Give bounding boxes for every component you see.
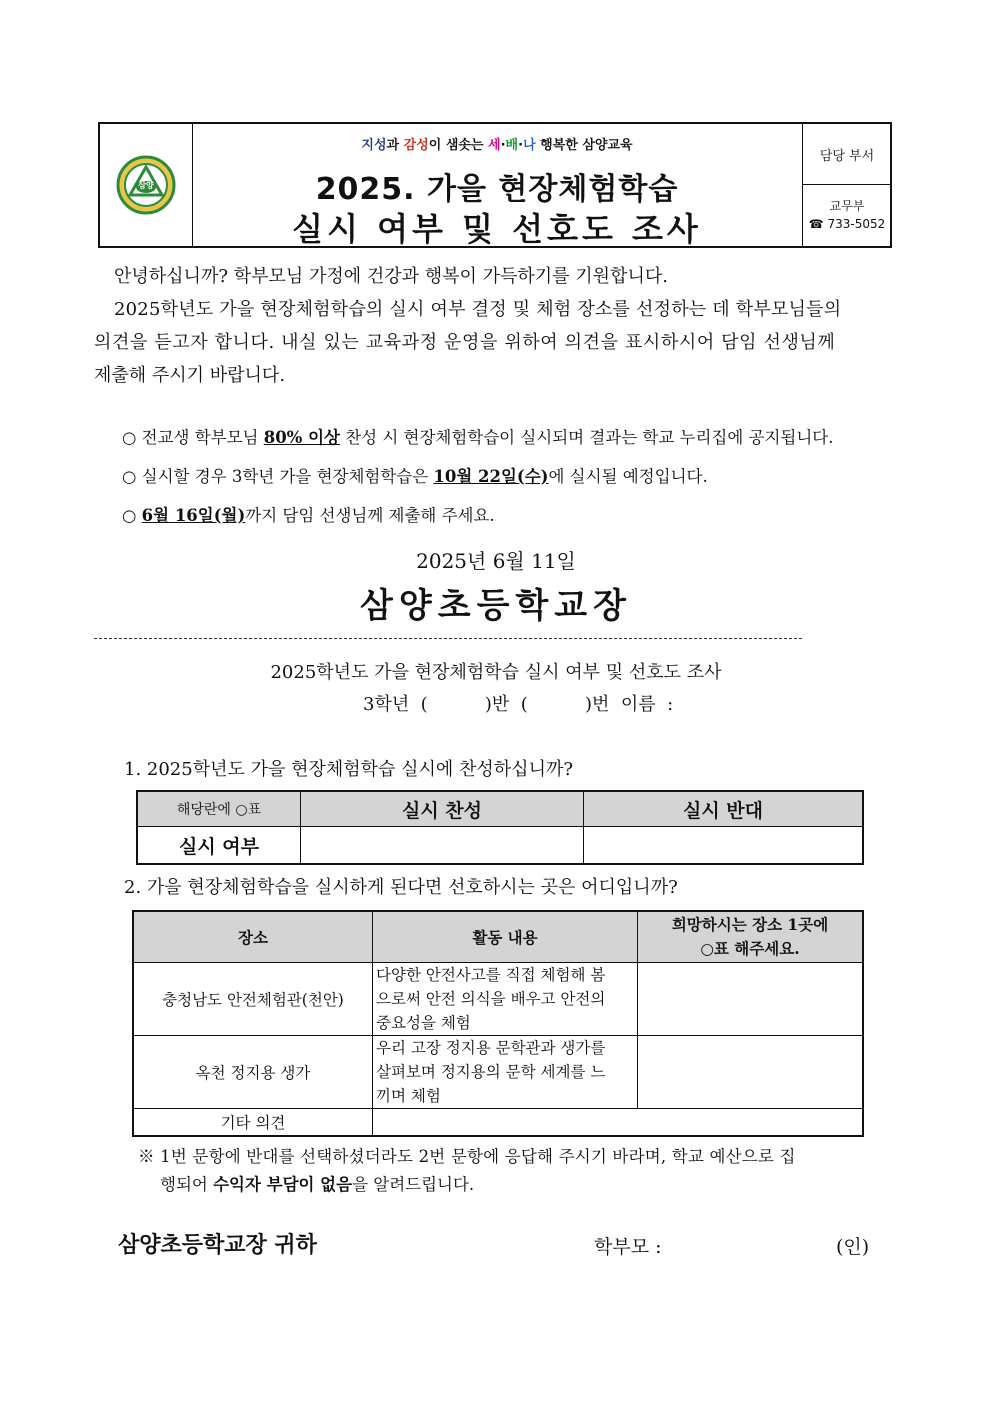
other-opinion-label: 기타 의견 xyxy=(133,1109,373,1137)
bullet-3: ○ 6월 16일(월)까지 담임 선생님께 제출해 주세요. xyxy=(122,506,495,525)
vote-table xyxy=(136,790,864,865)
place-activity: 다양한 안전사고를 직접 체험해 봄 으로써 안전 의식을 배우고 안전의 중요성을 체험 xyxy=(373,963,638,1036)
question-2: 2. 가을 현장체험학습을 실시하게 된다면 선호하시는 곳은 어디입니까? xyxy=(124,877,678,898)
vote-no-header: 실시 반대 xyxy=(584,791,864,827)
intro-line-1: 안녕하십니까? 학부모님 가정에 건강과 행복이 가득하기를 기원합니다. xyxy=(114,266,668,287)
form-title: 2025학년도 가을 현장체험학습 실시 여부 및 선호도 조사 xyxy=(270,662,722,683)
other-opinion-cell[interactable] xyxy=(373,1109,864,1137)
intro-line-3: 의견을 듣고자 합니다. 내실 있는 교육과정 운영을 위하여 의견을 표시하시어 담임 선생님께 xyxy=(94,332,836,353)
issue-date: 2025년 6월 11일 xyxy=(416,549,576,573)
slogan: 지성과 감성이 샘솟는 세·배·나 행복한 삼양교육 xyxy=(361,138,633,153)
title-line-1: 2025. 가을 현장체험학습 xyxy=(315,172,679,207)
place-name: 옥천 정지용 생가 xyxy=(133,1036,373,1109)
bullet-1: ○ 전교생 학부모님 80% 이상 찬성 시 현장체험학습이 실시되며 결과는 학교 누리집에 공지됩니다. xyxy=(122,428,834,447)
place-row xyxy=(133,963,863,1036)
vote-row-label: 실시 여부 xyxy=(137,827,301,865)
activity-header: 활동 내용 xyxy=(373,911,638,963)
vote-header-row xyxy=(137,791,863,827)
parent-label: 학부모 : xyxy=(594,1236,662,1258)
school-principal-title: 삼양초등학교장 xyxy=(360,586,632,626)
place-pick-cell[interactable] xyxy=(638,963,864,1036)
vote-row xyxy=(137,827,863,865)
emblem-text: 삼양 xyxy=(138,181,154,190)
place-row xyxy=(133,1036,863,1109)
intro-line-4: 제출해 주시기 바랍니다. xyxy=(94,365,286,386)
bullet-2: ○ 실시할 경우 3학년 가을 현장체험학습은 10월 22일(수)에 실시될 예정입니다. xyxy=(122,467,708,486)
note-line-2: 행되어 수익자 부담이 없음을 알려드립니다. xyxy=(160,1175,475,1194)
department-name: 교무부 xyxy=(829,199,865,213)
intro-line-2: 2025학년도 가을 현장체험학습의 실시 여부 결정 및 체험 장소를 선정하는 데 학부모님들의 xyxy=(114,299,842,320)
parent-seal: (인) xyxy=(836,1236,870,1258)
place-pick-cell[interactable] xyxy=(638,1036,864,1109)
question-1: 1. 2025학년도 가을 현장체험학습 실시에 찬성하십니까? xyxy=(124,759,573,780)
logo-cell xyxy=(100,124,193,246)
department-cell xyxy=(802,124,891,246)
title-cell xyxy=(192,124,802,246)
place-header-row xyxy=(133,911,863,963)
place-header: 장소 xyxy=(133,911,373,963)
note-line-1: ※ 1번 문항에 반대를 선택하셨더라도 2번 문항에 응답해 주시기 바라며, 학교 예산으로 집 xyxy=(138,1147,796,1166)
vote-yes-cell[interactable] xyxy=(301,827,584,865)
place-name: 충청남도 안전체험관(천안) xyxy=(133,963,373,1036)
title-line-2: 실시 여부 및 선호도 조사 xyxy=(292,210,702,248)
place-activity: 우리 고장 정지용 문학관과 생가를 살펴보며 정지용의 문학 세계를 느 끼며 체험 xyxy=(373,1036,638,1109)
addressee: 삼양초등학교장 귀하 xyxy=(118,1232,317,1258)
pick-header: 희망하시는 장소 1곳에 ○표 해주세요. xyxy=(638,911,864,963)
vote-corner-cell: 해당란에 ○표 xyxy=(137,791,301,827)
vote-yes-header: 실시 찬성 xyxy=(301,791,584,827)
department-label: 담당 부서 xyxy=(803,124,891,185)
other-opinion-row xyxy=(133,1109,863,1137)
cut-line xyxy=(94,638,802,639)
student-info-line: 3학년 ( )반 ( )번 이름 : xyxy=(363,694,674,715)
department-phone: ☎ 733-5052 xyxy=(808,217,886,231)
department-info xyxy=(803,185,891,245)
document-header xyxy=(98,122,892,248)
vote-no-cell[interactable] xyxy=(584,827,864,865)
place-table xyxy=(132,910,864,1137)
